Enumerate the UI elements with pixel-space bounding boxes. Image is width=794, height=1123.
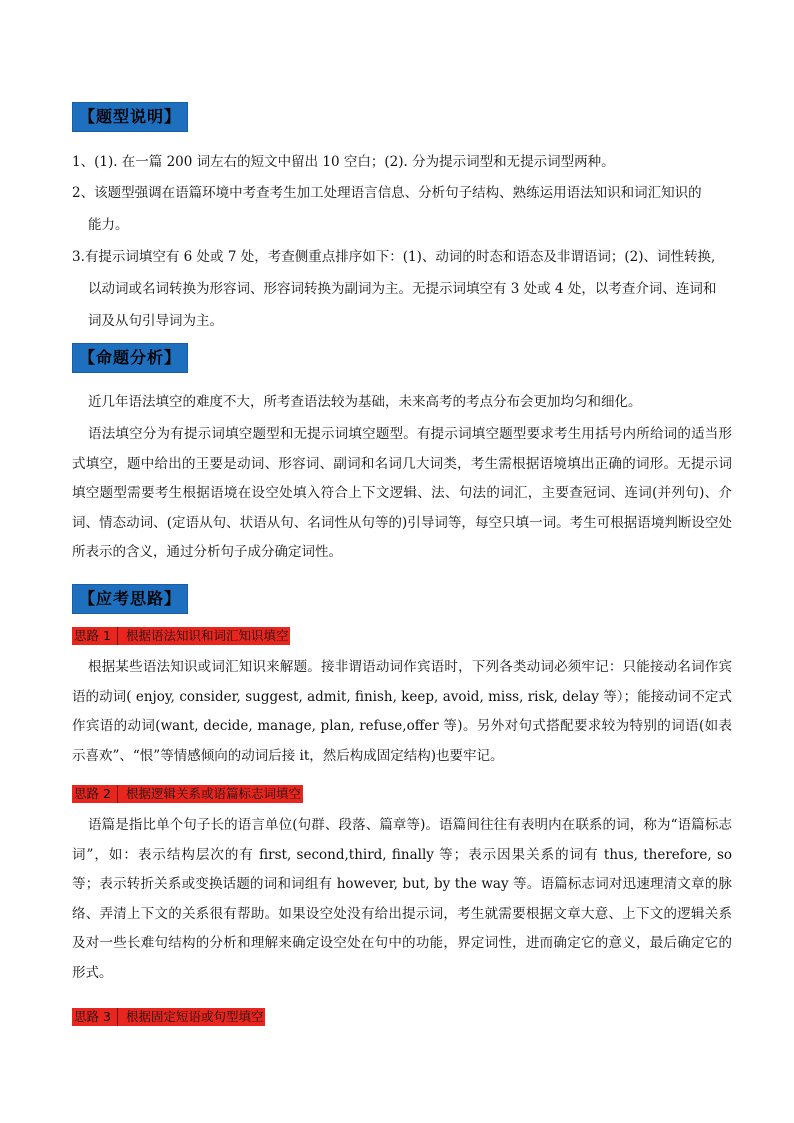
approach-paragraph-2: 语篇是指比单个句子长的语言单位(句群、段落、篇章等)。语篇间往往有表明内在联系的词，称为“语篇标志词”，如：表示结构层次的有 first, second,third, finally 等；表示因果关系的词有 thus, therefore, so 等；表示转折关系或变换话题的词和词组有 however, but, by the way 等。语篇标志词对迅速理清文章的脉络、弄清上下文的关系很有帮助。如果设空处没有给出提示词，考生就需要根据文章大意、上下文的逻辑关系及对一些长难句结构的分析和理解来确定设空处在句中的功能，界定词性，进而确定它的意义，最后确定它的形式。 <box>72 817 732 981</box>
s1-line-3c: 词及从句引导词为主。 <box>88 313 223 329</box>
approach-tag-2 <box>72 785 303 803</box>
approach-tag-1-label: 根据语法知识和词汇知识填空 <box>125 628 289 643</box>
s1-line-2: 2、该题型强调在语篇环境中考查考生加工处理语言信息、分析句子结构、熟练运用语法知识和词汇知识的 <box>72 185 702 201</box>
s1-line-1: 1、(1). 在一篇 200 词左右的短文中留出 10 空白；(2). 分为提示词型和无提示词型两种。 <box>72 154 615 170</box>
approach-tag-3 <box>72 1008 265 1026</box>
approach-tag-1 <box>72 627 290 645</box>
section-header-analysis: 【命题分析】 <box>72 343 188 373</box>
approach-tag-1-number: 思路 1 <box>74 627 118 645</box>
section-header-approach: 【应考思路】 <box>72 584 188 614</box>
s1-line-2b: 能力。 <box>88 217 129 233</box>
approach-tag-3-number: 思路 3 <box>74 1008 118 1026</box>
s1-line-3b: 以动词或名词转换为形容词、形容词转换为副词为主。无提示词填空有 3 处或 4 处，以考查介词、连词和 <box>88 281 717 297</box>
s2-paragraph-2: 语法填空分为有提示词填空题型和无提示词填空题型。有提示词填空题型要求考生用括号内所给词的适当形式填空，题中给出的王要是动词、形容词、副词和名词几大词类，考生需根据语境填出正确的词形。无提示词填空题型需要考生根据语境在设空处填入符合上下文逻辑、法、句法的词汇，主要查冠词、连词(并列句)、介词、情态动词、(定语从句、状语从句、名词性从句等的)引导词等，每空只填一词。考生可根据语境判断设空处所表示的含义，通过分析句子成分确定词性。 <box>72 426 732 560</box>
approach-tag-2-number: 思路 2 <box>74 785 118 803</box>
approach-tag-2-label: 根据逻辑关系或语篇标志词填空 <box>125 786 301 801</box>
section-header-question-type: 【题型说明】 <box>72 102 188 132</box>
approach-tag-3-label: 根据固定短语或句型填空 <box>125 1009 264 1024</box>
s1-line-3: 3.有提示词填空有 6 处或 7 处，考查侧重点排序如下：(1)、动词的时态和语态及非谓语词；(2)、词性转换, <box>72 249 716 265</box>
s2-paragraph-1: 近几年语法填空的难度不大，所考查语法较为基础，未来高考的考点分布会更加均匀和细化。 <box>88 394 642 410</box>
approach-paragraph-1: 根据某些语法知识或词汇知识来解题。接非谓语动词作宾语时，下列各类动词必须牢记：只能接动名词作宾语的动词( enjoy, consider, suggest, admit, finish, keep, avoid, miss, risk, delay 等）；能接动词不定式作宾语的动词(want, decide, manage, plan, refuse,offer 等)。另外对句式搭配要求较为特别的词语(如表示喜欢”、“恨”等情感倾向的动词后接 it，然后构成固定结构)也要牢记。 <box>72 659 732 764</box>
